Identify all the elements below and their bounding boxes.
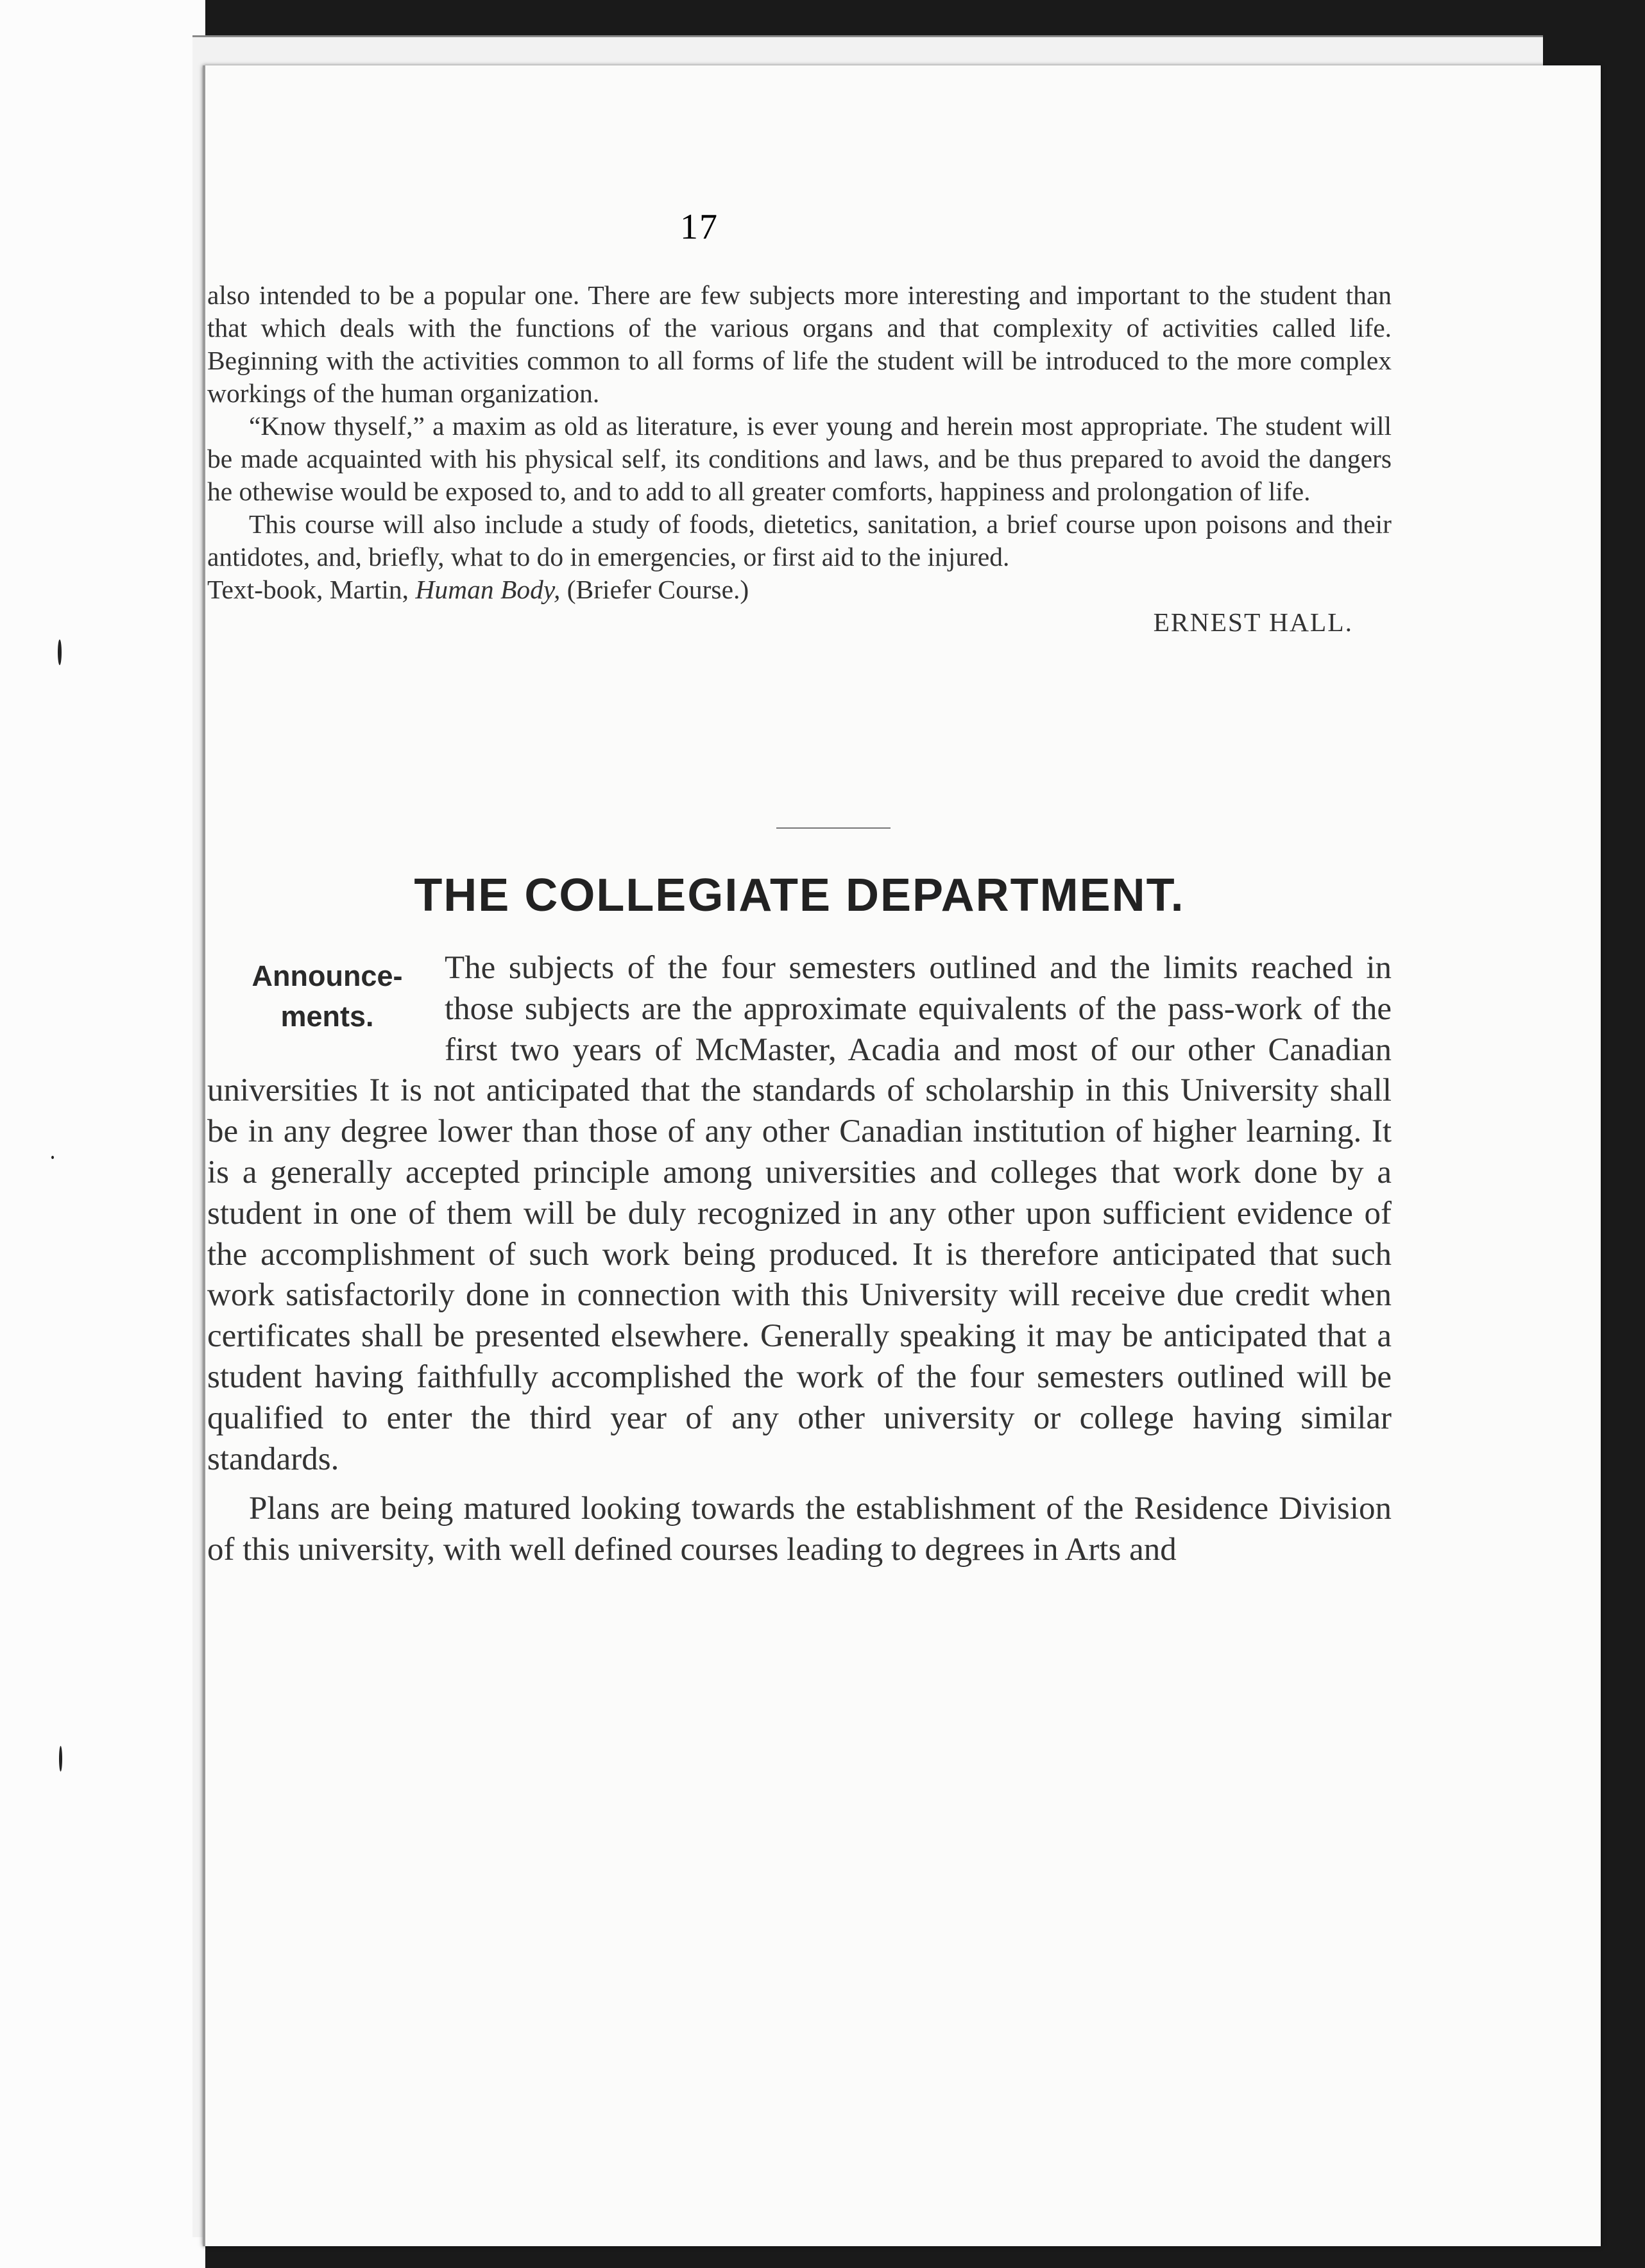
section-heading: THE COLLEGIATE DEPARTMENT. (414, 870, 1185, 921)
page-number: 17 (680, 207, 719, 247)
signature: ERNEST HALL. (1153, 607, 1353, 637)
paragraph: “Know thyself,” a maxim as old as literature, is ever young and herein most appropriate. The student will be made acquainted with his physical self, its conditions and laws, and be thus prepared to avoid the dangers he othewise would be exposed to, and to add to all greater comforts, happiness and prolongation of life. (207, 411, 1392, 506)
paragraph (207, 948, 1392, 1480)
scan-speck (51, 1156, 54, 1159)
sidehead-space (207, 948, 445, 1069)
scan-speck (59, 1746, 62, 1772)
paragraph: also intended to be a popular one. There are few subjects more interesting and important to the student than that which deals with the functions of the various organs and that complexity of activities called life. Beginning with the activities common to all forms of life the student will be introduced to the more complex workings of the human organization. (207, 280, 1392, 408)
scan-speck (58, 639, 62, 665)
paragraph-text: The subjects of the four semesters outlined and the limits reached in those subjects are the approximate equivalents of the pass-work of the first two years of McMaster, Acadia and most of our other Canadian universities It is not anticipated that the standards of scholarship in this University shall be in any degree lower than those of any other Canadian institution of higher learning. It is a generally accepted principle among universities and colleges that work done by a student in one of them will be duly recognized in any other upon sufficient evidence of the accomplishment of such work being produced. It is therefore anticipated that such work satisfactorily done in connection with this University will receive due credit when certificates shall be presented elsewhere. Generally speaking it may be anticipated that a student having faithfully accomplished the work of the four semesters outlined will be qualified to enter the third year of any other university or college having similar standards. (207, 950, 1392, 1477)
textbook-citation (207, 573, 1392, 606)
section-body (207, 948, 1392, 1571)
citation-prefix: Text-book, Martin, (207, 575, 409, 604)
left-margin (0, 0, 205, 2268)
citation-title: Human Body, (415, 575, 561, 604)
side-heading: Announce- ments. (251, 960, 403, 1033)
section-divider (776, 827, 891, 829)
citation-suffix: (Briefer Course.) (567, 575, 749, 604)
paragraph: This course will also include a study of foods, dietetics, sanitation, a brief course upon poisons and their antidotes, and, briefly, what to do in emergencies, or first aid to the injured. (207, 509, 1392, 571)
paragraph: Plans are being matured looking towards the establishment of the Residence Division of this university, with well defined courses leading to degrees in Arts and (207, 1491, 1392, 1568)
continuation-text (207, 279, 1392, 639)
